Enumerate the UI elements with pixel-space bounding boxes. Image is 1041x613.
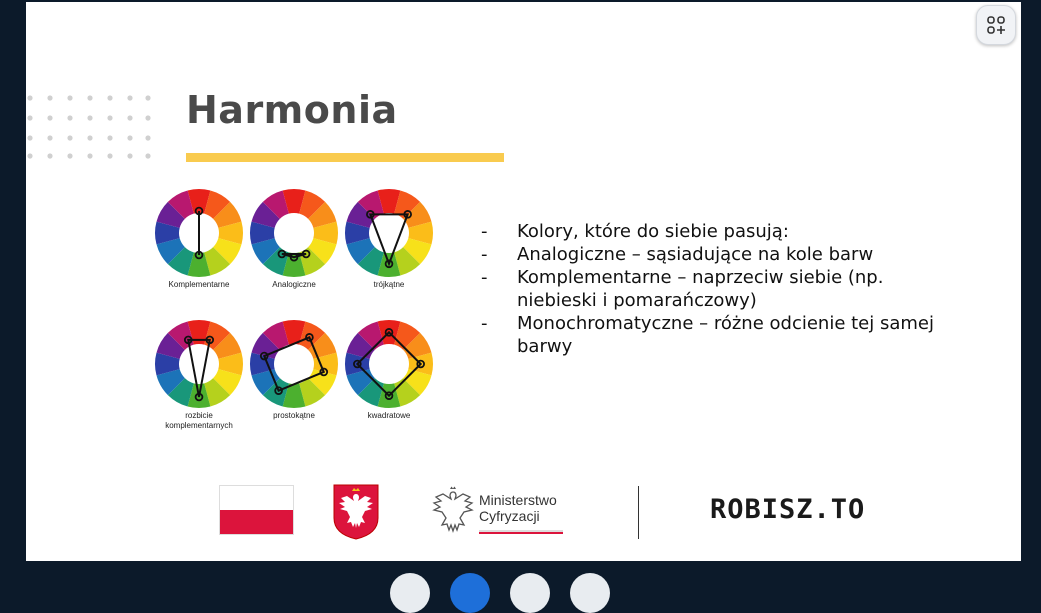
- decorative-dots: [26, 92, 156, 162]
- bullet-item: - Monochromatyczne – różne odcienie tej samej barwy: [481, 313, 934, 357]
- wheel-complementary: [144, 187, 254, 290]
- polish-emblem-icon: [333, 484, 379, 540]
- wheel-label: Analogiczne: [272, 280, 316, 289]
- eagle-icon: [431, 486, 475, 536]
- ministry-underline: [479, 530, 563, 534]
- bullet-marker: -: [481, 244, 488, 265]
- wheel-label: Komplementarne: [168, 280, 230, 289]
- ministry-name: Ministerstwo Cyfryzacji: [479, 492, 557, 524]
- wheel-label: trójkątne: [373, 280, 405, 289]
- wheel-rectangle: [239, 318, 349, 421]
- polish-flag-icon: [219, 485, 294, 535]
- wheel-triadic: [334, 187, 444, 290]
- wheel-square: [334, 318, 444, 421]
- bullet-marker: -: [481, 221, 488, 242]
- title-underline: [186, 153, 504, 162]
- bullet-marker: -: [481, 267, 488, 288]
- bullet-item: - Komplementarne – naprzeciw siebie (np. niebieski i pomarańczowy): [481, 267, 884, 311]
- bullet-item: - Kolory, które do siebie pasują:: [481, 221, 789, 242]
- bullet-list: [481, 220, 941, 358]
- bullet-item: - Analogiczne – sąsiadujące na kole barw: [481, 244, 874, 265]
- wheel-label: kwadratowe: [367, 411, 411, 420]
- apps-add-icon: [986, 15, 1006, 35]
- wheel-analogous: [239, 187, 349, 290]
- color-wheel-triadic-icon: [343, 187, 435, 279]
- color-wheel-split-complementary-icon: [153, 318, 245, 410]
- color-wheel-complementary-icon: [153, 187, 245, 279]
- color-wheel-square-icon: [343, 318, 435, 410]
- footer-logos: [26, 482, 1021, 542]
- nav-button-2[interactable]: [450, 573, 490, 613]
- nav-button-1[interactable]: [390, 573, 430, 613]
- color-wheel-rectangle-icon: [248, 318, 340, 410]
- slide-title: Harmonia: [186, 88, 398, 132]
- color-wheel-analogous-icon: [248, 187, 340, 279]
- bullet-marker: -: [481, 313, 488, 334]
- nav-button-3[interactable]: [510, 573, 550, 613]
- wheel-label: prostokątne: [273, 411, 315, 420]
- ministry-logo: [431, 486, 571, 538]
- wheel-split-complementary: [144, 318, 254, 431]
- nav-button-4[interactable]: [570, 573, 610, 613]
- logo-divider: [638, 486, 639, 539]
- apps-add-button[interactable]: [976, 5, 1016, 45]
- robisz-logo: RОBISZ.TO: [710, 494, 866, 525]
- wheel-label: rozbicie komplementarnych: [165, 411, 233, 430]
- presentation-slide: [26, 2, 1021, 561]
